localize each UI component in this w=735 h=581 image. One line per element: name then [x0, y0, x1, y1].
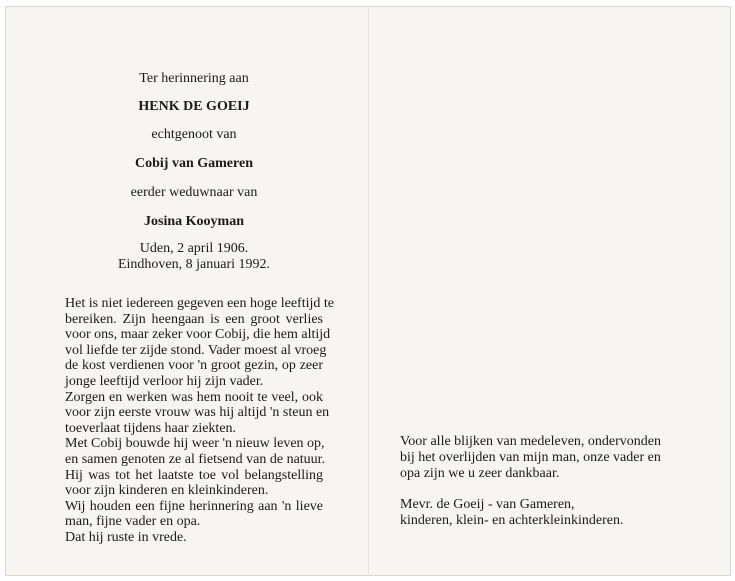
- text-line: toeverlaat tijdens haar ziekten.: [65, 420, 237, 436]
- deceased-name: HENK DE GOEIJ: [138, 99, 250, 114]
- signature: [400, 497, 700, 529]
- death-date: Eindhoven, 8 januari 1992.: [117, 257, 271, 272]
- header: [65, 70, 323, 230]
- text-line: Met Cobij bouwde hij weer 'n nieuw leven op,: [65, 436, 325, 452]
- text-line: en samen genoten ze al fietsend van de natuur.: [65, 451, 326, 467]
- intro-text: Ter herinnering aan: [139, 71, 249, 86]
- text-line: voor zijn kinderen en kleinkinderen.: [65, 483, 269, 499]
- text-line: bereiken. Zijn heengaan is een groot verlies: [65, 311, 323, 327]
- left-panel: [65, 70, 334, 546]
- thanks-line: Voor alle blijken van medeleven, ondervonden: [400, 434, 661, 449]
- text-line: de kost verdienen voor 'n groot gezin, op zeer: [65, 358, 323, 374]
- text-line: vol liefde ter zijde stond. Vader moest al vroeg: [65, 342, 327, 358]
- previous-spouse-name: Josina Kooyman: [144, 214, 244, 229]
- right-panel: [400, 434, 700, 529]
- text-line: Het is niet iedereen gegeven een hoge leeftijd te: [65, 296, 334, 311]
- text-line: man, fijne vader en opa.: [65, 514, 201, 530]
- spouse-name: Cobij van Gameren: [135, 156, 253, 171]
- card-fold: [368, 6, 369, 576]
- signature-line: kinderen, klein- en achterkleinkinderen.: [400, 513, 624, 528]
- text-line: jonge leeftijd verloor hij zijn vader.: [65, 373, 264, 389]
- text-line: voor ons, maar zeker voor Cobij, die hem altijd: [65, 327, 331, 343]
- thanks-line: opa zijn we u zeer dankbaar.: [400, 466, 560, 481]
- text-line: voor zijn eerste vrouw was hij altijd 'n steun en: [65, 405, 330, 421]
- text-line: Wij houden een fijne herinnering aan 'n lieve: [65, 498, 323, 514]
- thanks-text: [400, 434, 700, 482]
- dates: [65, 241, 323, 273]
- previous-spouse-intro: eerder weduwnaar van: [130, 185, 258, 200]
- text-line: Zorgen en werken was hem nooit te veel, ook: [65, 389, 323, 405]
- signature-line: Mevr. de Goeij - van Gameren,: [400, 497, 575, 512]
- text-line: Dat hij ruste in vrede.: [65, 529, 187, 545]
- spouse-intro: echtgenoot van: [151, 127, 237, 142]
- birth-date: Uden, 2 april 1906.: [139, 241, 249, 256]
- thanks-line: bij het overlijden van mijn man, onze vader en: [400, 450, 661, 465]
- memorial-text: [65, 296, 334, 546]
- text-line: Hij was tot het laatste toe vol belangstelling: [65, 467, 323, 483]
